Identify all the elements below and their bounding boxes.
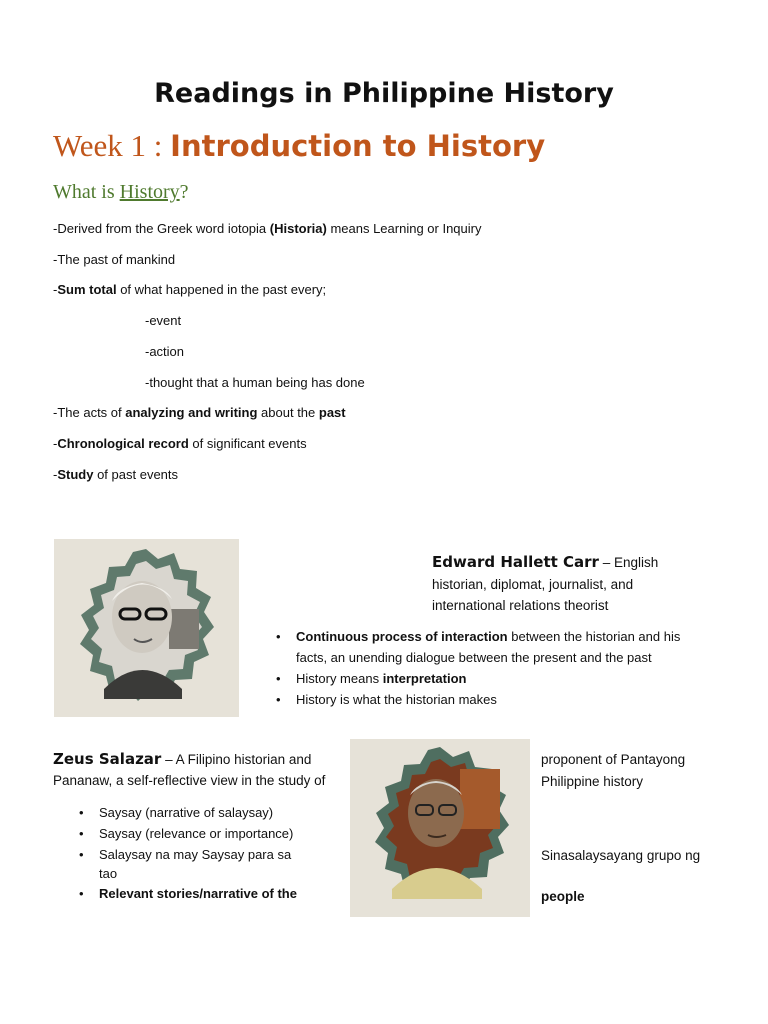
carr-bullets xyxy=(272,626,732,710)
definition-line: -The acts of analyzing and writing about the past xyxy=(53,405,346,420)
zeus-desc-line: Pananaw, a self-reflective view in the study of xyxy=(53,773,326,788)
carr-name: Edward Hallett Carr xyxy=(432,553,599,571)
zeus-right-line: people xyxy=(541,889,585,904)
list-item: • Saysay (narrative of salaysay) xyxy=(79,805,274,820)
carr-portrait xyxy=(54,539,239,717)
definition-line: -Derived from the Greek word iotopia (Historia) means Learning or Inquiry xyxy=(53,221,482,236)
heading-underlined-word: History xyxy=(119,181,180,203)
definition-line: -Chronological record of significant events xyxy=(53,436,307,451)
definition-subline: -event xyxy=(145,313,182,328)
salazar-portrait xyxy=(350,739,530,917)
definition-subline: -thought that a human being has done xyxy=(145,375,365,390)
list-item: • Saysay (relevance or importance) xyxy=(79,826,294,841)
zeus-bullets xyxy=(75,802,335,904)
document-title: Readings in Philippine History xyxy=(154,78,614,109)
list-item: • History is what the historian makes xyxy=(276,692,497,707)
definition-line: -Sum total of what happened in the past every; xyxy=(53,282,327,297)
list-item: • Relevant stories/narrative of the xyxy=(79,886,297,901)
definition-line: -The past of mankind xyxy=(53,252,176,267)
definition-subline: -action xyxy=(145,344,185,359)
zeus-name: Zeus Salazar xyxy=(53,750,162,768)
carr-portrait-image xyxy=(54,539,239,717)
zeus-desc: – A Filipino historian and xyxy=(161,752,312,767)
week-heading xyxy=(53,128,545,164)
zeus-right-line: Philippine history xyxy=(541,774,644,789)
zeus-right-line: Sinasalaysayang grupo ng xyxy=(541,848,701,863)
carr-desc-line: international relations theorist xyxy=(432,598,609,613)
zeus-name-line xyxy=(53,750,311,768)
heading-text: What is xyxy=(53,181,120,203)
salazar-portrait-image xyxy=(350,739,530,917)
what-is-history-heading xyxy=(53,181,189,204)
week-title: Introduction to History xyxy=(170,129,546,163)
zeus-right-line: proponent of Pantayong xyxy=(541,752,686,767)
list-item: • History means interpretation xyxy=(276,671,467,686)
carr-desc-line: historian, diplomat, journalist, and xyxy=(432,577,634,592)
list-item: • Continuous process of interaction between the historian and his facts, an unending dialogue between the present and the past xyxy=(276,629,681,665)
week-prefix: Week 1 : xyxy=(53,128,171,163)
list-item-continuation: tao xyxy=(99,866,118,881)
heading-mark: ? xyxy=(179,181,189,203)
list-item: • Salaysay na may Saysay para sa xyxy=(79,847,292,862)
carr-name-line xyxy=(432,553,658,571)
definition-line: -Study of past events xyxy=(53,467,179,482)
carr-desc: – English xyxy=(598,555,659,570)
